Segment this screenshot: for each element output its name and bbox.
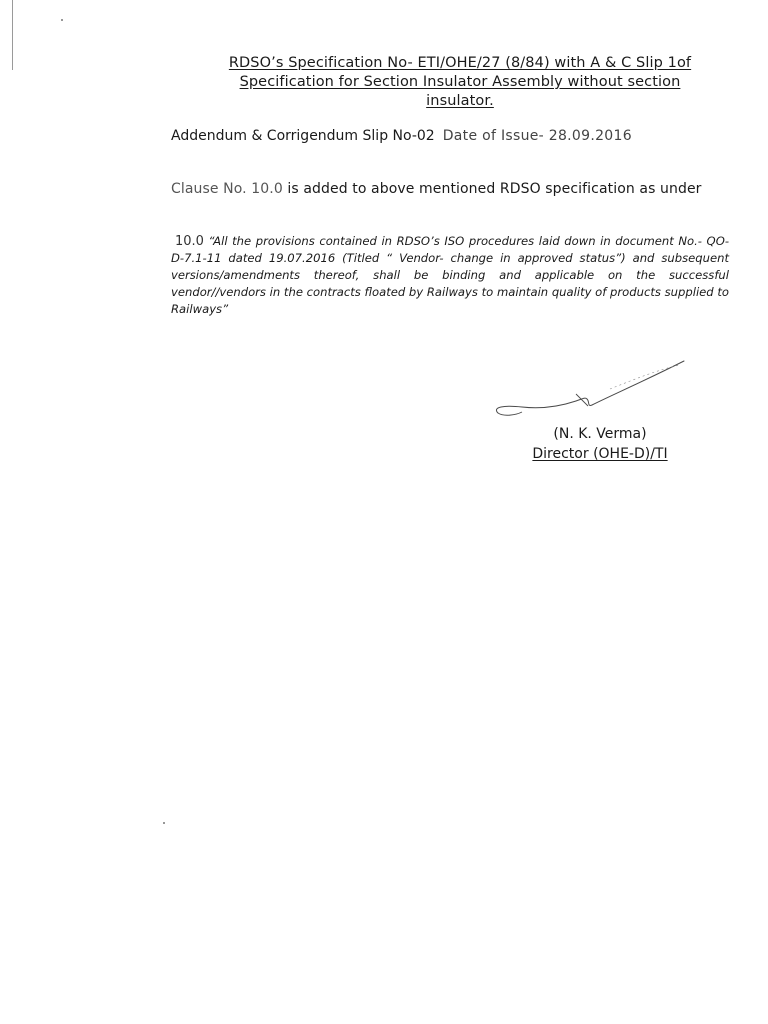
- scan-speck: [163, 822, 165, 824]
- scan-edge-line: [12, 0, 13, 70]
- title-line-2: Specification for Section Insulator Assembly without section: [239, 74, 681, 90]
- slip-label: Addendum & Corrigendum Slip No-02: [171, 128, 435, 144]
- title-line-3: insulator.: [426, 93, 494, 109]
- title-line-1: RDSO’s Specification No- ETI/OHE/27 (8/84) with A & C Slip 1of: [228, 55, 692, 71]
- signature-icon: [490, 355, 690, 425]
- scan-speck: [61, 19, 63, 21]
- signatory-designation: Director (OHE-D)/TI: [532, 446, 668, 462]
- clause-intro: [171, 180, 731, 199]
- clause-number: 10.0: [175, 234, 204, 249]
- signatory-block: [500, 424, 700, 464]
- clause-body: [171, 233, 729, 318]
- clause-text: “All the provisions contained in RDSO’s ISO procedures laid down in document No.- QO-D-7.1-11 dated 19.07.2016 (Titled “ Vendor- change in approved status”) and subsequent versions/amendments thereof, shall be binding and applicable on the successful vendor//vendors in the contracts floated by Railways to maintain quality of products supplied to Railways”: [171, 234, 729, 316]
- clause-number-label: Clause No. 10.0: [171, 181, 283, 197]
- clause-intro-text: is added to above mentioned RDSO specification as under: [282, 181, 702, 197]
- slip-info: [171, 128, 632, 144]
- signatory-name: (N. K. Verma): [553, 426, 647, 442]
- document-title: [150, 54, 768, 111]
- issue-date: Date of Issue- 28.09.2016: [442, 128, 632, 144]
